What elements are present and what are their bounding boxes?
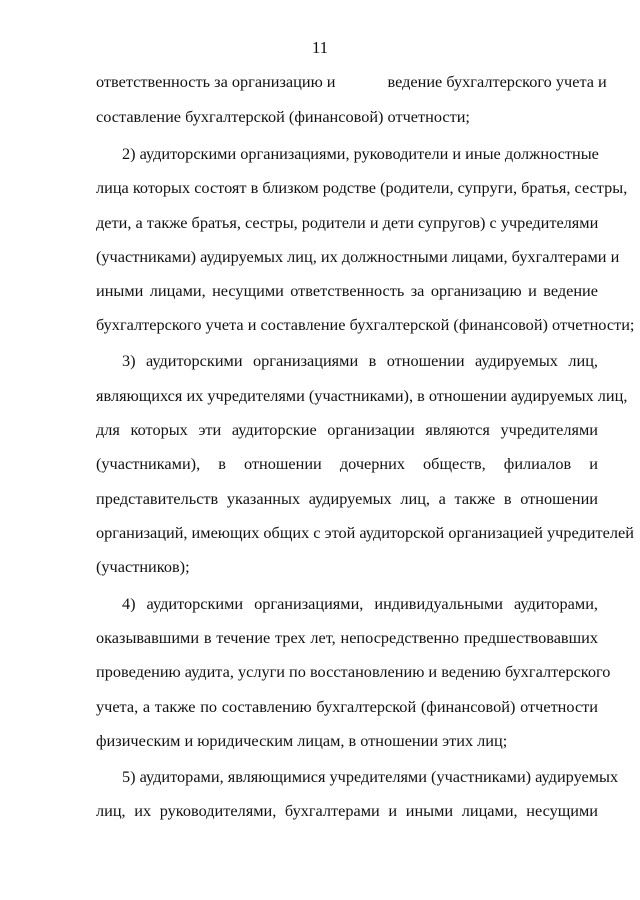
text-line: (участников);	[96, 557, 190, 576]
text-line	[96, 72, 607, 92]
paragraph-first-line: 2) аудиторскими организациями, руководители и иные должностные	[122, 144, 599, 163]
text-line: иными лицами, несущими ответственность за организацию и ведение	[96, 281, 598, 300]
text-line: бухгалтерского учета и составление бухгалтерской (финансовой) отчетности;	[96, 315, 635, 334]
text-line: (участниками), в отношении дочерних обществ, филиалов и	[96, 454, 598, 473]
paragraph-first-line: 3) аудиторскими организациями в отношении аудируемых лиц,	[122, 351, 598, 370]
text-line: лица которых состоят в близком родстве (родители, супруги, братья, сестры,	[96, 178, 628, 197]
paragraph-first-line: 5) аудиторами, являющимися учредителями (участниками) аудируемых	[122, 767, 619, 786]
page-number: 11	[311, 38, 329, 57]
text-line: учета, а также по составлению бухгалтерской (финансовой) отчетности	[96, 697, 598, 716]
text-line: составление бухгалтерской (финансовой) отчетности;	[96, 107, 470, 126]
text-line: оказывавшими в течение трех лет, непосредственно предшествовавших	[96, 628, 598, 647]
text-line: организаций, имеющих общих с этой аудиторской организацией учредителей	[96, 523, 634, 542]
text-line: (участниками) аудируемых лиц, их должностными лицами, бухгалтерами и	[96, 247, 620, 266]
text-line: являющихся их учредителями (участниками), в отношении аудируемых лиц,	[96, 386, 628, 405]
text-line: для которых эти аудиторские организации являются учредителями	[96, 420, 598, 439]
text-fragment: ответственность за организацию и	[96, 72, 336, 91]
paragraph-first-line: 4) аудиторскими организациями, индивидуальными аудиторами,	[122, 594, 598, 613]
text-line: проведению аудита, услуги по восстановлению и ведению бухгалтерского	[96, 662, 611, 681]
text-line: физическим и юридическим лицам, в отношении этих лиц;	[96, 731, 508, 750]
text-fragment: ведение бухгалтерского учета и	[387, 72, 607, 91]
text-line: лиц, их руководителями, бухгалтерами и иными лицами, несущими	[96, 801, 598, 820]
text-line: представительств указанных аудируемых лиц, а также в отношении	[96, 489, 598, 508]
text-line: дети, а также братья, сестры, родители и дети супругов) с учредителями	[96, 213, 599, 232]
